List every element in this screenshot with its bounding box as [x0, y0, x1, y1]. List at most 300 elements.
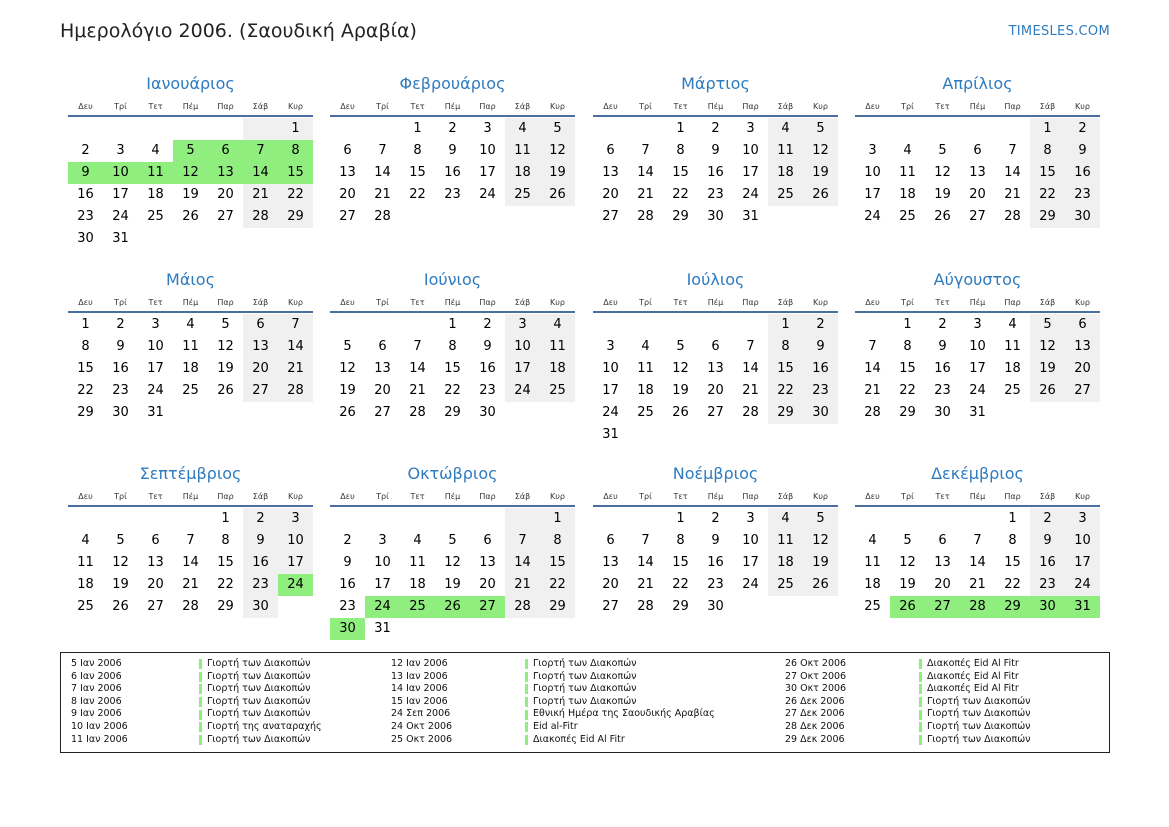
day-cell: 11	[505, 140, 540, 162]
month-name: Μάιος	[166, 270, 215, 289]
day-cell: 22	[672, 187, 689, 202]
weekday-header	[68, 296, 313, 310]
day-cell: 4	[641, 339, 650, 354]
holiday-marker	[919, 697, 922, 707]
day-cell: 21	[278, 358, 313, 380]
day-cell: 21	[637, 187, 654, 202]
empty-cell	[103, 118, 138, 140]
day-cell: 14	[637, 165, 654, 180]
day-cell: 19	[1030, 358, 1065, 380]
empty-cell	[733, 596, 768, 618]
day-cell: 3	[746, 511, 755, 526]
empty-cell	[663, 424, 698, 446]
weekday-label: Παρ	[742, 102, 759, 111]
day-cell: 4	[768, 508, 803, 530]
day-cell: 28	[864, 405, 881, 420]
day-cell: 30	[479, 405, 496, 420]
day-cell: 4	[186, 317, 195, 332]
day-cell: 10	[602, 361, 619, 376]
holiday-date: 10 Ιαν 2006	[71, 720, 128, 732]
day-cell: 22	[540, 574, 575, 596]
day-cell: 19	[803, 162, 838, 184]
weekday-label: Δευ	[340, 492, 355, 501]
day-cell: 24	[278, 574, 313, 596]
day-cell: 22	[672, 577, 689, 592]
day-cell: 26	[112, 599, 129, 614]
month-block	[68, 74, 313, 250]
holiday-marker	[525, 684, 528, 694]
day-grid	[593, 314, 838, 446]
day-cell: 21	[505, 574, 540, 596]
weekday-header	[855, 490, 1100, 504]
holiday-date: 5 Ιαν 2006	[71, 658, 122, 669]
day-cell: 17	[969, 361, 986, 376]
weekday-label: Πέμ	[969, 298, 986, 307]
header-rule	[68, 505, 313, 507]
day-cell: 26	[803, 574, 838, 596]
day-cell: 15	[1004, 555, 1021, 570]
day-cell: 26	[540, 184, 575, 206]
day-cell: 20	[339, 187, 356, 202]
day-grid	[330, 314, 575, 424]
holiday-item	[199, 683, 322, 696]
holiday-item	[525, 658, 715, 671]
empty-cell	[208, 402, 243, 424]
day-cell: 18	[637, 383, 654, 398]
holiday-date: 15 Ιαν 2006	[391, 695, 448, 707]
weekday-label: Τρί	[376, 492, 389, 501]
weekday-label: Δευ	[865, 102, 880, 111]
month-name: Ιούλιος	[686, 270, 745, 289]
day-cell: 16	[707, 555, 724, 570]
day-cell: 18	[864, 577, 881, 592]
day-cell: 11	[864, 555, 881, 570]
weekday-label: Τρί	[639, 102, 652, 111]
day-cell: 22	[899, 383, 916, 398]
day-cell: 23	[243, 574, 278, 596]
day-cell: 12	[672, 361, 689, 376]
month-block	[593, 270, 838, 446]
holiday-date: 12 Ιαν 2006	[391, 658, 448, 669]
holiday-name: Γιορτή των Διακοπών	[927, 708, 1031, 720]
day-cell: 23	[339, 599, 356, 614]
day-cell: 26	[803, 184, 838, 206]
day-cell: 15	[540, 552, 575, 574]
holiday-name: Eid al-Fitr	[533, 720, 578, 732]
holiday-name: Εθνική Ημέρα της Σαουδικής Αραβίας	[533, 708, 715, 720]
weekday-label: Σάβ	[777, 298, 794, 307]
day-cell: 13	[602, 165, 619, 180]
weekday-label: Πέμ	[969, 102, 986, 111]
day-cell: 5	[540, 118, 575, 140]
holiday-item	[525, 721, 715, 734]
day-cell: 30	[803, 402, 838, 424]
header-rule	[330, 311, 575, 313]
weekday-label: Παρ	[217, 492, 234, 501]
day-cell: 19	[444, 577, 461, 592]
day-cell: 13	[147, 555, 164, 570]
day-cell: 5	[803, 118, 838, 140]
day-cell: 10	[969, 339, 986, 354]
day-cell: 1	[1030, 118, 1065, 140]
day-cell: 27	[470, 596, 505, 618]
empty-cell	[208, 228, 243, 250]
day-cell: 24	[147, 383, 164, 398]
day-cell: 18	[768, 552, 803, 574]
weekday-label: Δευ	[865, 492, 880, 501]
day-cell: 25	[1004, 383, 1021, 398]
day-cell: 16	[1065, 162, 1100, 184]
weekday-label: Κυρ	[288, 492, 303, 501]
header-rule	[593, 115, 838, 117]
day-cell: 25	[768, 574, 803, 596]
day-cell: 8	[413, 143, 422, 158]
day-cell: 7	[243, 140, 278, 162]
day-cell: 28	[960, 596, 995, 618]
empty-cell	[995, 118, 1030, 140]
day-cell: 6	[151, 533, 160, 548]
day-grid	[68, 508, 313, 618]
weekday-label: Τρί	[639, 492, 652, 501]
empty-cell	[628, 118, 663, 140]
day-cell: 13	[707, 361, 724, 376]
day-cell: 20	[707, 383, 724, 398]
day-cell: 9	[803, 336, 838, 358]
empty-cell	[803, 424, 838, 446]
month-name: Οκτώβριος	[407, 464, 498, 483]
day-cell: 18	[409, 577, 426, 592]
day-cell: 24	[1065, 574, 1100, 596]
empty-cell	[890, 508, 925, 530]
holiday-date: 26 Οκτ 2006	[785, 658, 847, 669]
day-cell: 12	[173, 162, 208, 184]
day-cell: 27	[374, 405, 391, 420]
holiday-date: 24 Οκτ 2006	[391, 720, 453, 732]
month-block	[68, 464, 313, 618]
day-cell: 12	[899, 555, 916, 570]
weekday-label: Πέμ	[707, 102, 724, 111]
day-cell: 10	[505, 336, 540, 358]
weekday-label: Σάβ	[777, 492, 794, 501]
holiday-name: Διακοπές Eid Al Fitr	[533, 733, 625, 745]
weekday-label: Σάβ	[252, 298, 269, 307]
month-block	[855, 464, 1100, 618]
day-cell: 5	[676, 339, 685, 354]
day-cell: 24	[864, 209, 881, 224]
day-cell: 4	[868, 533, 877, 548]
weekday-label: Κυρ	[1075, 102, 1090, 111]
holiday-name: Γιορτή των Διακοπών	[533, 658, 637, 669]
day-cell: 9	[938, 339, 947, 354]
day-grid	[330, 118, 575, 228]
day-cell: 29	[899, 405, 916, 420]
day-cell: 2	[938, 317, 947, 332]
day-cell: 31	[1065, 596, 1100, 618]
day-cell: 8	[221, 533, 230, 548]
day-cell: 11	[182, 339, 199, 354]
weekday-label: Δευ	[340, 102, 355, 111]
weekday-label: Τετ	[935, 492, 950, 501]
day-cell: 8	[278, 140, 313, 162]
day-cell: 30	[707, 599, 724, 614]
holiday-name: Διακοπές Eid Al Fitr	[927, 658, 1019, 669]
weekday-label: Παρ	[1004, 492, 1021, 501]
empty-cell	[768, 424, 803, 446]
holiday-date: 6 Ιαν 2006	[71, 670, 122, 682]
day-cell: 23	[444, 187, 461, 202]
day-cell: 31	[742, 209, 759, 224]
day-cell: 29	[995, 596, 1030, 618]
day-cell: 25	[540, 380, 575, 402]
day-cell: 11	[77, 555, 94, 570]
weekday-label: Τετ	[673, 298, 688, 307]
month-block	[593, 74, 838, 228]
holiday-date: 7 Ιαν 2006	[71, 683, 122, 695]
empty-cell	[925, 118, 960, 140]
day-cell: 31	[602, 427, 619, 442]
day-cell: 1	[903, 317, 912, 332]
month-block	[330, 270, 575, 424]
day-cell: 19	[672, 383, 689, 398]
day-cell: 28	[278, 380, 313, 402]
day-cell: 15	[444, 361, 461, 376]
day-cell: 1	[81, 317, 90, 332]
empty-cell	[593, 314, 628, 336]
day-cell: 9	[343, 555, 352, 570]
holiday-marker	[199, 710, 202, 720]
day-cell: 28	[637, 599, 654, 614]
day-cell: 23	[479, 383, 496, 398]
day-cell: 18	[182, 361, 199, 376]
day-cell: 1	[540, 508, 575, 530]
weekday-label: Τρί	[901, 298, 914, 307]
day-cell: 18	[768, 162, 803, 184]
day-cell: 8	[81, 339, 90, 354]
holiday-item	[919, 696, 1030, 709]
holiday-marker	[525, 659, 528, 669]
weekday-label: Πέμ	[444, 102, 461, 111]
day-cell: 2	[711, 511, 720, 526]
day-cell: 30	[330, 618, 365, 640]
header-rule	[68, 311, 313, 313]
month-name: Φεβρουάριος	[399, 74, 506, 93]
day-cell: 3	[868, 143, 877, 158]
month-block	[68, 270, 313, 424]
day-cell: 10	[742, 533, 759, 548]
empty-cell	[330, 508, 365, 530]
holiday-marker	[525, 697, 528, 707]
day-cell: 12	[112, 555, 129, 570]
holiday-names	[525, 658, 715, 746]
day-cell: 13	[934, 555, 951, 570]
holiday-item	[919, 658, 1030, 671]
day-cell: 14	[969, 555, 986, 570]
day-cell: 3	[1065, 508, 1100, 530]
day-cell: 16	[339, 577, 356, 592]
weekday-label: Σάβ	[252, 102, 269, 111]
day-cell: 30	[1030, 596, 1065, 618]
day-cell: 15	[672, 555, 689, 570]
empty-cell	[663, 314, 698, 336]
empty-cell	[855, 118, 890, 140]
day-cell: 7	[973, 533, 982, 548]
day-cell: 17	[374, 577, 391, 592]
header-rule	[855, 311, 1100, 313]
holiday-item	[199, 721, 322, 734]
day-cell: 25	[505, 184, 540, 206]
weekday-label: Κυρ	[1075, 298, 1090, 307]
day-cell: 8	[676, 143, 685, 158]
month-name: Δεκέμβριος	[931, 464, 1024, 483]
day-cell: 18	[1004, 361, 1021, 376]
weekday-header	[68, 100, 313, 114]
header-rule	[855, 115, 1100, 117]
day-cell: 13	[243, 336, 278, 358]
day-cell: 21	[637, 577, 654, 592]
day-cell: 15	[409, 165, 426, 180]
empty-cell	[243, 402, 278, 424]
weekday-label: Κυρ	[288, 298, 303, 307]
day-cell: 24	[742, 577, 759, 592]
day-cell: 21	[1004, 187, 1021, 202]
day-grid	[330, 508, 575, 640]
empty-cell	[278, 596, 313, 618]
day-cell: 9	[68, 162, 103, 184]
day-cell: 4	[505, 118, 540, 140]
day-cell: 25	[864, 599, 881, 614]
day-grid	[68, 118, 313, 250]
weekday-label: Τετ	[673, 102, 688, 111]
empty-cell	[593, 508, 628, 530]
day-cell: 6	[606, 143, 615, 158]
day-cell: 25	[768, 184, 803, 206]
weekday-label: Σάβ	[514, 492, 531, 501]
holiday-date: 27 Οκτ 2006	[785, 670, 847, 682]
month-block	[330, 74, 575, 228]
day-cell: 6	[938, 533, 947, 548]
day-cell: 6	[208, 140, 243, 162]
day-cell: 23	[934, 383, 951, 398]
day-cell: 16	[112, 361, 129, 376]
day-cell: 8	[540, 530, 575, 552]
day-cell: 26	[182, 209, 199, 224]
empty-cell	[628, 424, 663, 446]
holiday-list	[60, 652, 1110, 753]
day-cell: 23	[1030, 574, 1065, 596]
weekday-label: Παρ	[742, 298, 759, 307]
empty-cell	[400, 206, 435, 228]
weekday-header	[330, 296, 575, 310]
day-cell: 12	[217, 339, 234, 354]
weekday-label: Σάβ	[777, 102, 794, 111]
holiday-name: Γιορτή της αναταραχής	[207, 720, 322, 732]
day-cell: 19	[540, 162, 575, 184]
day-cell: 13	[479, 555, 496, 570]
day-cell: 11	[768, 140, 803, 162]
holiday-name: Γιορτή των Διακοπών	[927, 720, 1031, 732]
day-cell: 3	[973, 317, 982, 332]
day-cell: 20	[602, 187, 619, 202]
empty-cell	[505, 618, 540, 640]
weekday-label: Παρ	[479, 102, 496, 111]
weekday-label: Δευ	[340, 298, 355, 307]
site-link[interactable]: TIMESLES.COM	[1008, 24, 1110, 39]
day-cell: 29	[672, 209, 689, 224]
day-cell: 1	[448, 317, 457, 332]
weekday-label: Δευ	[78, 102, 93, 111]
holiday-item	[919, 708, 1030, 721]
day-grid	[593, 118, 838, 228]
month-block	[330, 464, 575, 640]
day-cell: 3	[483, 121, 492, 136]
day-cell: 21	[374, 187, 391, 202]
month-name: Νοέμβριος	[672, 464, 759, 483]
day-cell: 29	[444, 405, 461, 420]
empty-cell	[365, 314, 400, 336]
day-cell: 14	[742, 361, 759, 376]
day-cell: 25	[182, 383, 199, 398]
day-cell: 29	[77, 405, 94, 420]
day-cell: 30	[1065, 206, 1100, 228]
day-cell: 28	[1004, 209, 1021, 224]
day-cell: 8	[676, 533, 685, 548]
holiday-names	[919, 658, 1030, 746]
day-cell: 26	[890, 596, 925, 618]
day-cell: 11	[138, 162, 173, 184]
day-cell: 2	[243, 508, 278, 530]
empty-cell	[628, 508, 663, 530]
day-cell: 27	[243, 380, 278, 402]
day-cell: 27	[925, 596, 960, 618]
empty-cell	[540, 206, 575, 228]
holiday-marker	[199, 684, 202, 694]
day-cell: 20	[969, 187, 986, 202]
day-cell: 30	[112, 405, 129, 420]
day-cell: 3	[278, 508, 313, 530]
day-cell: 21	[742, 383, 759, 398]
day-cell: 8	[1008, 533, 1017, 548]
day-cell: 6	[606, 533, 615, 548]
day-cell: 20	[1065, 358, 1100, 380]
holiday-name: Γιορτή των Διακοπών	[533, 683, 637, 695]
day-cell: 13	[374, 361, 391, 376]
day-cell: 6	[711, 339, 720, 354]
day-cell: 9	[711, 143, 720, 158]
holiday-marker	[525, 710, 528, 720]
day-cell: 26	[934, 209, 951, 224]
day-cell: 25	[899, 209, 916, 224]
day-cell: 19	[899, 577, 916, 592]
empty-cell	[890, 118, 925, 140]
day-cell: 10	[479, 143, 496, 158]
day-cell: 17	[1065, 552, 1100, 574]
day-cell: 13	[208, 162, 243, 184]
weekday-header	[593, 100, 838, 114]
holiday-item	[919, 683, 1030, 696]
day-cell: 13	[602, 555, 619, 570]
holiday-marker	[919, 659, 922, 669]
weekday-label: Κυρ	[1075, 492, 1090, 501]
day-cell: 16	[77, 187, 94, 202]
day-cell: 15	[768, 358, 803, 380]
weekday-label: Κυρ	[813, 102, 828, 111]
empty-cell	[365, 118, 400, 140]
weekday-label: Τρί	[114, 298, 127, 307]
weekday-label: Δευ	[603, 492, 618, 501]
holiday-name: Διακοπές Eid Al Fitr	[927, 670, 1019, 682]
header-rule	[330, 505, 575, 507]
day-cell: 10	[864, 165, 881, 180]
